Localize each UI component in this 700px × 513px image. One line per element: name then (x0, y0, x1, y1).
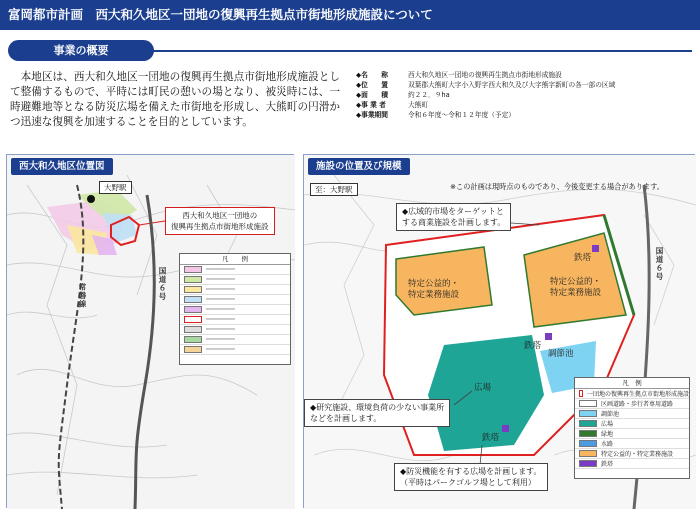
facility-map-title: 施設の位置及び規模 (308, 158, 410, 175)
detail-period: ◆事業期間 令和６年度～令和１２年度（予定） (356, 111, 515, 119)
intro-paragraph: 本地区は、西大和久地区一団地の復興再生拠点市街地形成施設として整備するもので、平時には町民の憩いの場となり、被災時には、一時避難地等となる防災広場を備えた市街地を形成し、大熊町の円滑かつ迅速な復興を加速することを目的としています。 (10, 71, 340, 128)
station-tag-left: 大野駅 (99, 181, 132, 194)
legend-item: 鉄塔 (575, 459, 689, 469)
detail-name: ◆名 称 西大和久地区一団地の復興再生拠点市街地形成施設 (356, 71, 562, 79)
label-special-facility-left: 特定公益的・ 特定業務施設 (408, 279, 460, 300)
disaster-callout: ◆防災機能を有する広場を計画します。 （平時はパークゴルフ場として利用） (394, 463, 548, 491)
legend-item: 水路 (575, 439, 689, 449)
route-6-label-left: 国道６号 (158, 267, 167, 301)
detail-location: ◆位 置 双葉郡大熊町大字小入野字西大和久及び大字熊字新町の各一部の区域 (356, 81, 616, 89)
label-tower-3: 鉄塔 (482, 433, 500, 443)
boundary-callout: 西大和久地区一団地の 復興再生拠点市街地形成施設 (165, 207, 275, 235)
legend-item: 区画道路・歩行者専用道路 (575, 399, 689, 409)
location-map-title: 西大和久地区位置図 (11, 158, 113, 175)
market-callout: ◆広域的市場をターゲットと する商業施設を計画します。 (396, 203, 511, 231)
tower-marker (502, 425, 509, 432)
page-title: 富岡都市計画 西大和久地区一団地の復興再生拠点市街地形成施設について (0, 0, 700, 30)
tower-marker (545, 333, 552, 340)
label-plaza: 広場 (474, 383, 492, 393)
route-6-label-right: 国道６号 (655, 247, 664, 281)
location-legend: 凡 例 ━━━━━━━━ ━━━━━━━━ ━━━━━━━━ ━━━━━━━━ ━━━━━━━━ ━━━━━━━━ ━━━━━━━━ ━━━━━━━━ ━━━━━━━━ (179, 253, 291, 365)
facility-legend: 凡 例 一団地の復興再生拠点市街地形成施設 区画道路・歩行者専用道路 調節池 広場 緑地 水路 特定公益的・特定業務施設 鉄塔 (574, 377, 690, 479)
legend-item: 調節池 (575, 409, 689, 419)
legend-item: 広場 (575, 419, 689, 429)
research-callout: ◆研究施設、環境負荷の少ない事業所 などを計画します。 (304, 399, 450, 427)
section-heading-summary: 事業の概要 (8, 40, 154, 61)
label-tower-1: 鉄塔 (574, 253, 592, 263)
label-pond: 調節池 (548, 349, 574, 359)
tower-marker (592, 245, 599, 252)
detail-area: ◆面 積 約２２．９ha (356, 91, 450, 99)
legend-item: 一団地の復興再生拠点市街地形成施設 (575, 389, 689, 399)
facility-map-panel (303, 154, 695, 508)
station-tag-right: 至：大野駅 (310, 183, 358, 196)
label-tower-2: 鉄塔 (524, 341, 542, 351)
section-divider (140, 50, 692, 52)
plan-note: ※この計画は現時点のものであり、今後変更する場合があります。 (450, 182, 664, 191)
detail-operator: ◆事 業 者 大熊町 (356, 101, 429, 109)
station-marker (87, 195, 95, 203)
joban-line-label: 常磐線 (78, 283, 87, 309)
location-map-panel (6, 154, 294, 508)
project-details (356, 70, 696, 120)
label-special-facility-right: 特定公益的・ 特定業務施設 (550, 277, 602, 298)
legend-item: 特定公益的・特定業務施設 (575, 449, 689, 459)
legend-item: 緑地 (575, 429, 689, 439)
